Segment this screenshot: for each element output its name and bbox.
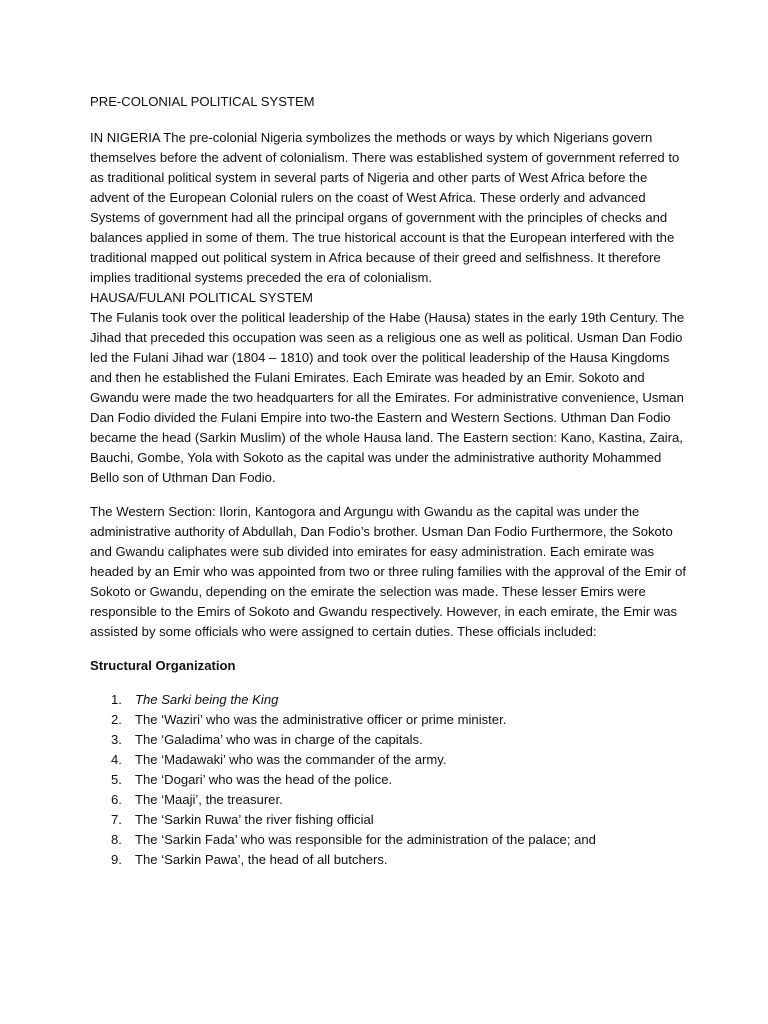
list-item-number: 9. [111,852,122,867]
list-item [90,830,690,850]
list-item [90,730,690,750]
section-subheading: HAUSA/FULANI POLITICAL SYSTEM [90,290,313,305]
list-item-text: The ‘Maaji’, the treasurer. [135,792,283,807]
officials-list [90,690,690,870]
list-item-text: The ‘Waziri’ who was the administrative officer or prime minister. [135,712,507,727]
list-item-number: 3. [111,732,122,747]
list-item [90,770,690,790]
list-item-number: 2. [111,712,122,727]
fulani-paragraph: The Fulanis took over the political leadership of the Habe (Hausa) states in the early 19th Century. The Jihad that preceded this occupation was seen as a religious one as well as political. Usman Dan Fodio led the Fulani Jihad war (1804 – 1810) and took over the political leadership of the Hausa Kingdoms and then he established the Fulani Emirates. Each Emirate was headed by an Emir. Sokoto and Gwandu were made the two headquarters for all the Emirates. For administrative convenience, Usman Dan Fodio divided the Fulani Empire into two-the Eastern and Western Sections. Uthman Dan Fodio became the head (Sarkin Muslim) of the whole Hausa land. The Eastern section: Kano, Kastina, Zaira, Bauchi, Gombe, Yola with Sokoto as the capital was under the administrative authority Mohammed Bello son of Uthman Dan Fodio. [90,310,685,485]
document-title: PRE-COLONIAL POLITICAL SYSTEM [90,94,315,109]
list-item-number: 1. [111,692,122,707]
list-item-text: The ‘Sarkin Pawa’, the head of all butchers. [135,852,388,867]
list-item [90,850,690,870]
list-item [90,750,690,770]
list-item-text: The Sarki being the King [135,692,279,707]
intro-paragraph: IN NIGERIA The pre-colonial Nigeria symbolizes the methods or ways by which Nigerians govern themselves before the advent of colonialism. There was established system of government referred to as traditional political system in several parts of Nigeria and other parts of West Africa before the advent of the European Colonial rulers on the coast of West Africa. These orderly and advanced Systems of government had all the principal organs of government with the principles of checks and balances applied in some of them. The true historical account is that the European interfered with the traditional mapped out political system in Africa because of their greed and selfishness. It therefore implies traditional systems preceded the era of colonialism. [90,130,680,285]
list-item-text: The ‘Sarkin Fada’ who was responsible for the administration of the palace; and [135,832,596,847]
list-item-number: 8. [111,832,122,847]
list-item-number: 4. [111,752,122,767]
western-section-paragraph: The Western Section: Ilorin, Kantogora and Argungu with Gwandu as the capital was under the administrative authority of Abdullah, Dan Fodio’s brother. Usman Dan Fodio Furthermore, the Sokoto and Gwandu caliphates were sub divided into emirates for easy administration. Each emirate was headed by an Emir who was appointed from two or three ruling families with the approval of the Emir of Sokoto or Gwandu, depending on the emirate the selection was made. These lesser Emirs were responsible to the Emirs of Sokoto and Gwandu respectively. However, in each emirate, the Emir was assisted by some officials who were assigned to certain duties. These officials included: [90,504,687,639]
list-item-text: The ‘Galadima’ who was in charge of the capitals. [135,732,423,747]
list-item [90,790,690,810]
list-item-number: 7. [111,812,122,827]
list-item-number: 6. [111,792,122,807]
list-item-text: The ‘Madawaki’ who was the commander of the army. [135,752,447,767]
list-item-text: The ‘Dogari’ who was the head of the police. [135,772,393,787]
structural-organization-heading: Structural Organization [90,658,236,673]
list-item-number: 5. [111,772,122,787]
list-item [90,690,690,710]
list-item [90,710,690,730]
document-page [90,92,690,870]
list-item [90,810,690,830]
list-item-text: The ‘Sarkin Ruwa’ the river fishing official [135,812,374,827]
